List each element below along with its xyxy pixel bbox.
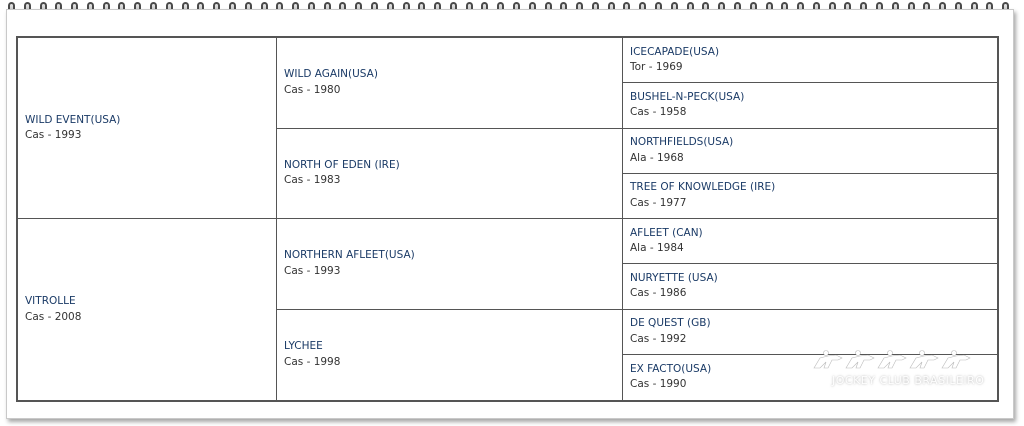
ancestor-cell <box>623 264 997 309</box>
horse-name[interactable]: VITROLLE <box>25 295 76 307</box>
horse-name[interactable]: DE QUEST (GB) <box>630 317 711 330</box>
horse-info: Cas - 1992 <box>630 332 687 345</box>
horse-name[interactable]: WILD AGAIN(USA) <box>284 68 378 81</box>
ancestor-cell <box>623 83 997 128</box>
pedigree-table <box>16 36 999 402</box>
horse-info: Tor - 1969 <box>630 61 683 74</box>
horse-info: Cas - 1958 <box>630 106 687 119</box>
watermark-text: JOCKEY CLUB BRASILEIRO <box>832 374 985 387</box>
horse-info: Cas - 1977 <box>630 196 687 209</box>
dam-cell <box>18 219 277 400</box>
ancestor-cell <box>623 355 997 400</box>
horse-name[interactable]: LYCHEE <box>284 340 323 353</box>
grandsire-cell <box>277 38 623 129</box>
horse-info: Ala - 1968 <box>630 151 684 164</box>
horse-info: Cas - 1993 <box>284 264 341 277</box>
horse-name[interactable]: EX FACTO(USA) <box>630 362 712 375</box>
horse-name[interactable]: NORTH OF EDEN (IRE) <box>284 158 400 171</box>
horse-name[interactable]: NORTHERN AFLEET(USA) <box>284 249 415 262</box>
horse-info: Cas - 1990 <box>630 378 687 391</box>
granddam-cell <box>277 310 623 401</box>
ancestor-cell <box>623 129 997 174</box>
granddam-cell <box>277 129 623 220</box>
horse-info: Cas - 1980 <box>284 83 341 96</box>
horse-info: Cas - 1993 <box>25 129 82 141</box>
horse-info: Cas - 2008 <box>25 310 82 323</box>
horse-name[interactable]: AFLEET (CAN) <box>630 226 703 239</box>
grandsire-cell <box>277 219 623 310</box>
horse-name[interactable]: BUSHEL-N-PECK(USA) <box>630 90 745 103</box>
horse-name[interactable]: TREE OF KNOWLEDGE (IRE) <box>630 181 776 194</box>
ancestor-cell <box>623 174 997 219</box>
ancestor-cell <box>623 310 997 355</box>
ancestor-cell <box>623 38 997 83</box>
ancestor-cell <box>623 219 997 264</box>
horse-name[interactable]: NORTHFIELDS(USA) <box>630 136 734 149</box>
horse-name[interactable]: WILD EVENT(USA) <box>25 113 121 126</box>
horse-info: Cas - 1983 <box>284 174 341 187</box>
horse-info: Cas - 1986 <box>630 287 687 300</box>
horse-name[interactable]: ICECAPADE(USA) <box>630 45 720 58</box>
horse-info: Cas - 1998 <box>284 355 341 368</box>
horse-name[interactable]: NURYETTE (USA) <box>630 271 718 284</box>
horse-info: Ala - 1984 <box>630 242 684 255</box>
sire-cell <box>18 38 277 219</box>
